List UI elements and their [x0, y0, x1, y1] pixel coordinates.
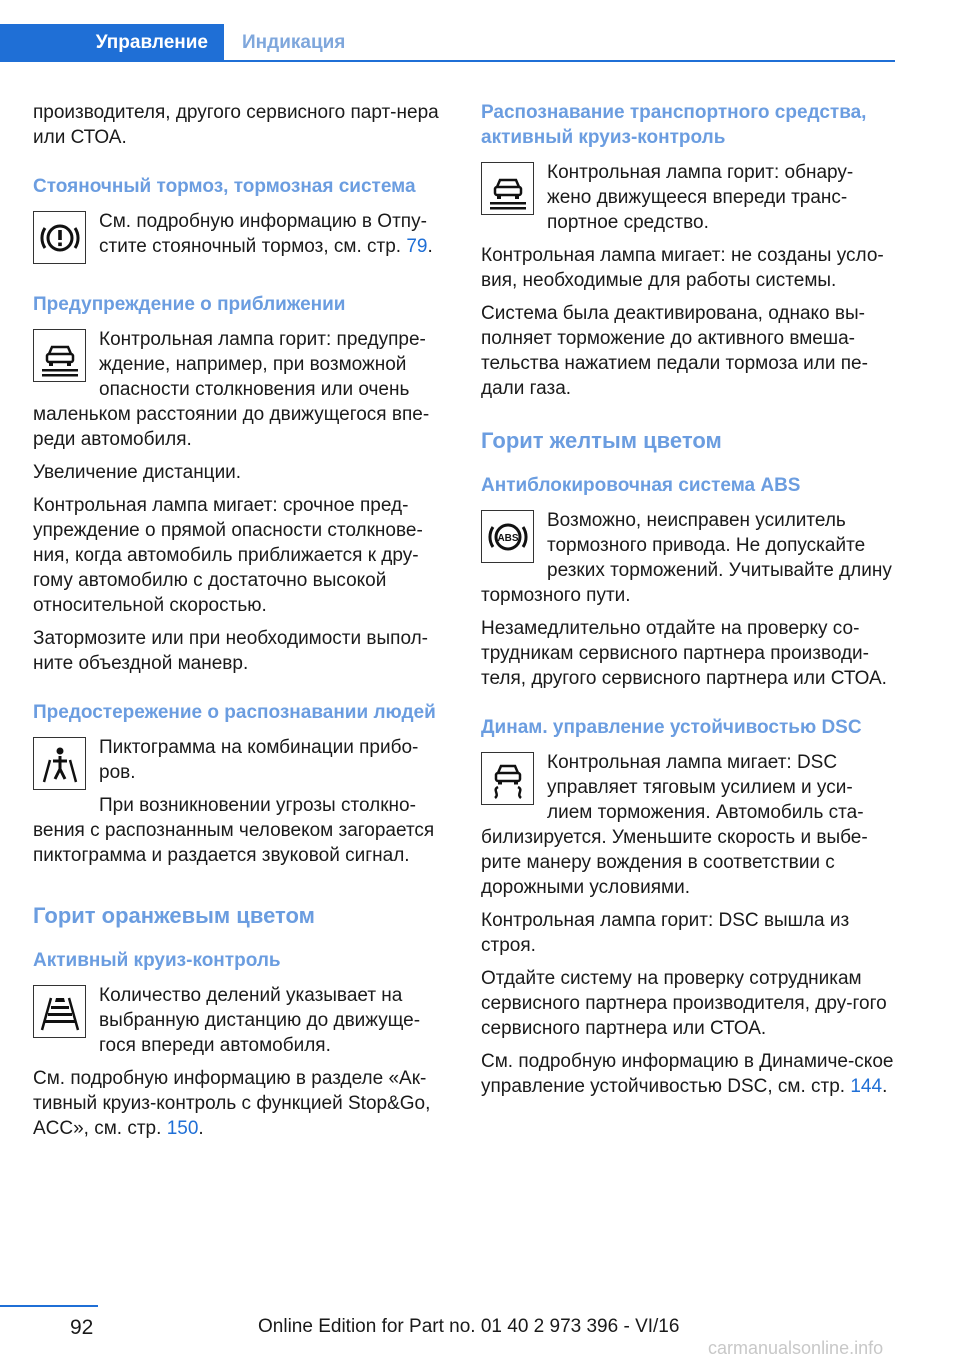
paragraph: Контрольная лампа мигает: DSC управляет тяговым усилием и уси-лием торможения. Автомобиль ста-билизируется. Уменьшите скорость и выбе-рите манеру вождения в соответствии с дорожными условиями.	[481, 752, 868, 898]
paragraph: См. подробную информацию в разделе «Ак-тивный круиз-контроль с функцией Stop&Go, ACC», см. стр. 150.	[33, 1068, 431, 1139]
paragraph: См. подробную информацию в Динамиче-ское управление устойчивостью DSC, см. стр. 144.	[481, 1051, 894, 1097]
section-heading-pedestrian: Предостережение о распознавании людей	[33, 702, 436, 723]
paragraph: Возможно, неисправен усилитель тормозного привода. Не допускайте резких торможений. Учитывайте длину тормозного пути.	[481, 510, 892, 606]
section-heading-vehicle-detection: Распознавание транспортного средства, активный круиз-контроль	[481, 102, 867, 148]
paragraph: Контрольная лампа горит: предупре-ждение, например, при возможной опасности столкновения или очень маленьком расстоянии до движущегося впе-реди автомобиля.	[33, 329, 430, 450]
section-heading-dsc: Динам. управление устойчивостью DSC	[481, 717, 862, 738]
top-tab-bar	[0, 24, 895, 62]
distance-bars-icon	[33, 985, 86, 1038]
car-ahead-icon	[481, 162, 534, 215]
section-heading-yellow: Горит желтым цветом	[481, 428, 722, 453]
left-column	[33, 100, 448, 1149]
paragraph: Количество делений указывает на выбранную дистанцию до движуще-гося впереди автомобиля.	[99, 985, 421, 1056]
paragraph: Контрольная лампа мигает: не созданы усло-вия, необходимые для работы системы.	[481, 245, 884, 291]
right-column	[481, 100, 896, 1107]
watermark: carmanualsonline.info	[708, 1338, 884, 1358]
section-heading-orange: Горит оранжевым цветом	[33, 903, 315, 928]
section-heading-acc: Активный круиз-контроль	[33, 950, 281, 971]
section-heading-proximity: Предупреждение о приближении	[33, 294, 346, 315]
paragraph: Затормозите или при необходимости выпол-ните объездной маневр.	[33, 628, 429, 674]
paragraph: Контрольная лампа мигает: срочное пред-упреждение о прямой опасности столкнове-ния, когда автомобиль приближается к дру-гому автомобилю с достаточно высокой относительной скоростью.	[33, 495, 423, 616]
section-heading-abs: Антиблокировочная система ABS	[481, 475, 801, 496]
paragraph: Увеличение дистанции.	[33, 462, 242, 483]
page-link[interactable]: 150	[166, 1118, 199, 1139]
section-heading-parking-brake: Стояночный тормоз, тормозная система	[33, 176, 416, 197]
paragraph: Отдайте систему на проверку сотрудникам сервисного партнера производителя, дру-гого сервисного партнера или СТОА.	[481, 968, 887, 1039]
edition-footer: Online Edition for Part no. 01 40 2 973 396 - VI/16	[258, 1316, 680, 1337]
paragraph: Контрольная лампа горит: обнару-жено движущееся впереди транс-портное средство.	[547, 162, 854, 233]
pedestrian-icon	[33, 737, 86, 790]
brake-warning-icon	[33, 211, 86, 264]
header-rule	[0, 60, 895, 62]
page-link[interactable]: 144	[850, 1076, 883, 1097]
tab-control[interactable]: Управление	[0, 24, 224, 62]
paragraph: При возникновении угрозы столкно-вения с распознанным человеком загорается пиктограмма и раздается звуковой сигнал.	[33, 795, 435, 866]
paragraph: Контрольная лампа горит: DSC вышла из строя.	[481, 910, 850, 956]
paragraph: Незамедлительно отдайте на проверку со-трудникам сервисного партнера производи-теля, другого сервисного партнера или СТОА.	[481, 618, 887, 689]
paragraph: См. подробную информацию в Отпу-стите стояночный тормоз, см. стр. 79.	[99, 211, 433, 257]
dsc-skid-icon	[481, 752, 534, 805]
car-ahead-icon	[33, 329, 86, 382]
page-number: 92	[70, 1316, 94, 1339]
paragraph: производителя, другого сервисного парт-нера или СТОА.	[33, 102, 439, 148]
page-link[interactable]: 79	[406, 236, 428, 257]
abs-icon	[481, 510, 534, 563]
tab-indication[interactable]: Индикация	[242, 32, 346, 53]
footer-rule	[0, 1305, 98, 1307]
paragraph: Пиктограмма на комбинации прибо-ров.	[99, 737, 419, 783]
paragraph: Система была деактивирована, однако вы-полняет торможение до активного вмеша-тельства нажатием педали тормоза или пе-дали газа.	[481, 303, 868, 399]
abs-icon-label: ABS	[496, 532, 519, 544]
